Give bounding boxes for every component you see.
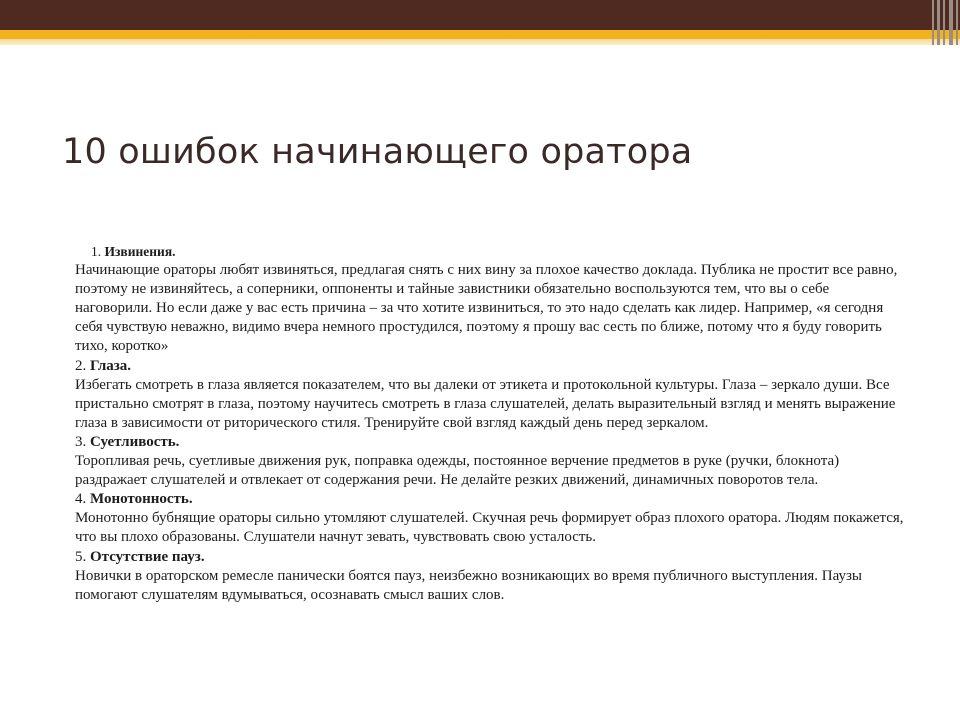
header-band	[0, 0, 960, 30]
header-pale-stripe	[0, 39, 960, 45]
item-heading-3	[75, 433, 905, 452]
item-text-1: Начинающие ораторы любят извиняться, предлагая снять с них вину за плохое качество доклада. Публика не простит все равно, поэтому не извиняйтесь, а соперники, оппоненты и тайные завистники обязательно воспользуются тем, что вы о себе наговорили. Но если даже у вас есть причина – за что хотите извиниться, то это надо сделать как лидер. Например, «я сегодня себя чувствую неважно, видимо вчера немного простудился, поэтому я прошу вас сесть по ближе, потому что я буду говорить тихо, коротко»	[75, 262, 898, 355]
item-heading-1	[75, 242, 905, 261]
item-number: 2.	[75, 357, 87, 374]
item-heading-text: Извинения.	[104, 244, 176, 259]
item-heading-text: Глаза.	[90, 357, 132, 374]
item-heading-5	[75, 548, 905, 567]
item-heading-2	[75, 357, 905, 376]
item-number: 1.	[91, 244, 102, 259]
item-number: 4.	[75, 491, 87, 508]
item-text-4: Монотонно бубнящие ораторы сильно утомляют слушателей. Скучная речь формирует образ плохого оратора. Людям покажется, что вы плохо образованы. Слушатели начнут зевать, чувствовать свою усталость.	[75, 510, 904, 546]
item-text-3: Торопливая речь, суетливые движения рук, поправка одежды, постоянное верчение предметов в руке (ручки, блокнота) раздражает слушателей и отвлекает от содержания речи. Не делайте резких движений, динамичных поворотов тела.	[75, 453, 840, 489]
header-vertical-lines	[930, 0, 960, 45]
item-heading-text: Отсутствие пауз.	[90, 548, 205, 565]
item-text-5: Новички в ораторском ремесле панически боятся пауз, неизбежно возникающих во время публичного выступления. Паузы помогают слушателям вдумываться, осознавать смысл ваших слов.	[75, 567, 862, 603]
item-number: 3.	[75, 433, 87, 450]
slide-title: 10 ошибок начинающего оратора	[62, 132, 693, 172]
slide-body	[75, 242, 905, 605]
item-heading-text: Монотонность.	[90, 491, 193, 508]
item-heading-text: Суетливость.	[90, 433, 180, 450]
header-gold-stripe	[0, 30, 960, 39]
item-heading-4	[75, 490, 905, 509]
item-text-2: Избегать смотреть в глаза является показателем, что вы далеки от этикета и протокольной культуры. Глаза – зеркало души. Все пристально смотрят в глаза, поэтому научитесь смотреть в глаза слушателей, делать выразительный взгляд и менять выражение глаза в зависимости от риторического стиля. Тренируйте свой взгляд каждый день перед зеркалом.	[75, 376, 896, 431]
item-number: 5.	[75, 548, 87, 565]
